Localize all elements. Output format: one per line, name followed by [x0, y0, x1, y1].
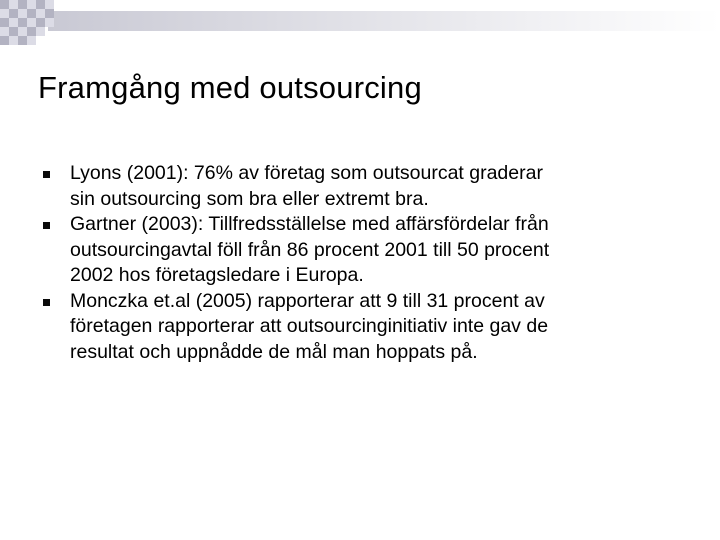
checker-square [36, 27, 45, 36]
checker-square [18, 18, 27, 27]
header-decoration [0, 0, 720, 50]
checker-square [18, 0, 27, 9]
checker-square [9, 36, 18, 45]
bullet-item-monczka [70, 289, 700, 366]
bullet-text-line: företagen rapporterar att outsourcinginitiativ inte gav de [70, 315, 549, 337]
bullet-text-line: 2002 hos företagsledare i Europa. [70, 264, 364, 286]
checker-square [0, 9, 9, 18]
checker-square [45, 0, 54, 9]
bullet-text-line: outsourcingavtal föll från 86 procent 2001 till 50 procent [70, 238, 550, 261]
checker-square [27, 18, 36, 27]
square-bullet-icon [43, 171, 50, 178]
checker-square [45, 18, 54, 27]
slide-title: Framgång med outsourcing [38, 70, 422, 105]
square-bullet-icon [43, 222, 50, 229]
checker-square [27, 9, 36, 18]
square-bullet-icon [43, 299, 50, 306]
checker-square [27, 36, 36, 45]
bullet-text-line: Monczka et.al (2005) rapporterar att 9 till 31 procent av [70, 289, 545, 312]
checker-square [0, 36, 9, 45]
header-gradient-bar [48, 11, 720, 31]
checker-square [9, 9, 18, 18]
checker-square [18, 36, 27, 45]
checker-pattern [0, 0, 54, 45]
checker-square [18, 27, 27, 36]
bullet-text-line: Gartner (2003): Tillfredsställelse med affärsfördelar från [70, 213, 549, 235]
checker-square [0, 0, 9, 9]
bullet-list [70, 161, 700, 365]
bullet-text-line: sin outsourcing som bra eller extremt bra. [70, 187, 429, 210]
checker-square [36, 18, 45, 27]
checker-square [27, 0, 36, 9]
bullet-item-lyons [70, 161, 700, 212]
checker-square [9, 27, 18, 36]
checker-square [36, 9, 45, 18]
bullet-item-gartner [70, 212, 700, 289]
checker-square [9, 0, 18, 9]
checker-square [36, 0, 45, 9]
checker-square [9, 18, 18, 27]
checker-square [0, 18, 9, 27]
bullet-text-line: Lyons (2001): 76% av företag som outsourcat graderar [70, 162, 543, 184]
checker-square [0, 27, 9, 36]
bullet-text-line: resultat och uppnådde de mål man hoppats på. [70, 340, 478, 363]
checker-square [45, 9, 54, 18]
checker-square [18, 9, 27, 18]
checker-square [27, 27, 36, 36]
